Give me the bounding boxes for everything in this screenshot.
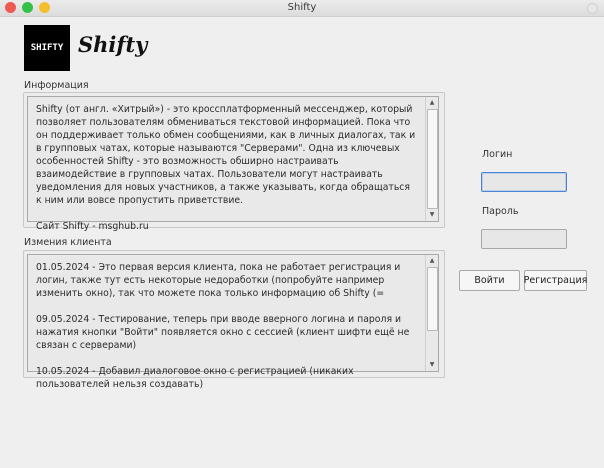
changes-scroll-thumb[interactable] [427, 267, 438, 331]
info-label: Информация [24, 80, 89, 91]
app-menu-icon[interactable] [587, 3, 598, 14]
logo-badge: SHIFTY [24, 25, 70, 71]
info-text: Shifty (от англ. «Хитрый») - это кроссплатформенный мессенджер, который позволяет пользователям обмениваться текстовой информацией. Пока что он поддерживает только обмен сообщениями, как в личных диалогах, так и в групповых чатах, которые называются "Серверами". Одна из ключевых особенностей Shifty - это возможность обширно настраивать взаимодействие в групповых чатах. Пользователи могут настраивать уведомления для новых участников, а также указывать, когда обращаться к ним или вовсе пропустить приветствие. Сайт Shifty - msghub.ru [36, 104, 416, 232]
changes-textbox[interactable] [27, 254, 439, 390]
info-textbox[interactable] [27, 96, 439, 232]
info-scrollbar[interactable] [425, 97, 438, 221]
password-input[interactable] [481, 229, 567, 249]
login-button[interactable]: Войти [459, 270, 520, 291]
login-label: Логин [482, 149, 513, 160]
scroll-down-icon[interactable]: ▼ [429, 211, 435, 218]
title-bar [0, 0, 604, 17]
logo-text: Shifty [78, 32, 148, 57]
scroll-up-icon[interactable]: ▲ [429, 257, 435, 264]
window-title: Shifty [287, 2, 317, 13]
password-label: Пароль [482, 206, 519, 217]
changes-label: Измения клиента [24, 237, 112, 248]
scroll-up-icon[interactable]: ▲ [429, 99, 435, 106]
changes-scrollbar[interactable] [425, 255, 438, 371]
info-scroll-thumb[interactable] [427, 109, 438, 209]
scroll-down-icon[interactable]: ▼ [429, 361, 435, 368]
login-input[interactable] [481, 172, 567, 192]
changes-text: 01.05.2024 - Это первая версия клиента, пока не работает регистрация и логин, также тут есть некоторые недоработки (попробуйте например изменить окно), так что можете пока только информацию об Shifty (= 09.05.2024 - Тестирование, теперь при вводе вверного логина и пароля и нажатия кнопки "Войти" появляется окно с сессией (клиент шифти ещё не связан с серверами) 10.05.2024 - Добавил диалоговое окно с регистрацией (никаких пользователей нельзя создавать) [36, 262, 410, 390]
register-button[interactable]: Регистрация [524, 270, 587, 291]
